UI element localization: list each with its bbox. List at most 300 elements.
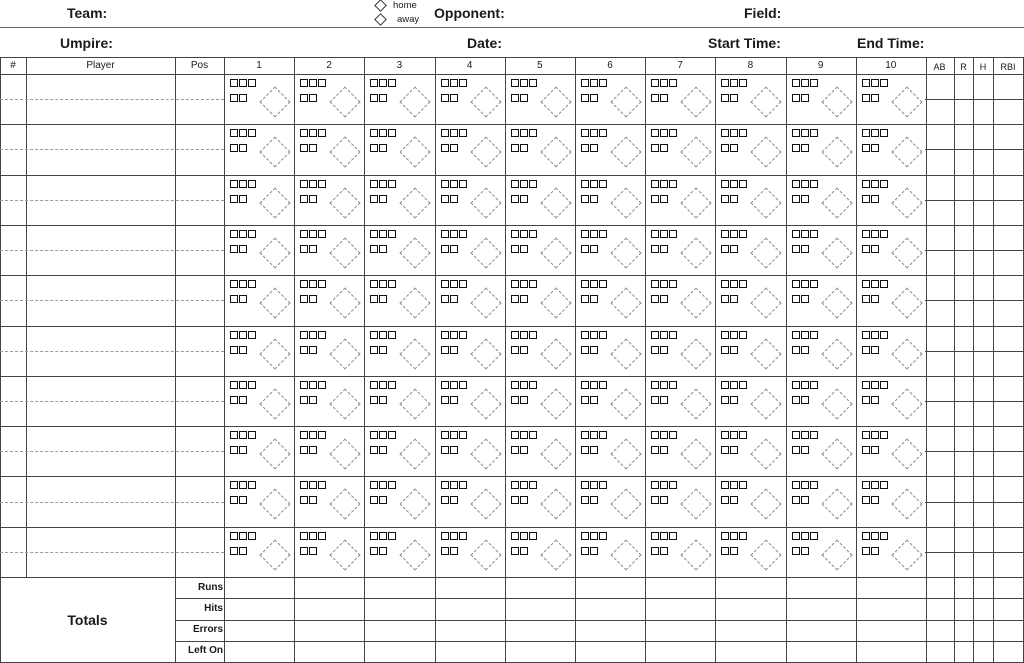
ball-box[interactable]: [880, 532, 888, 540]
strike-box[interactable]: [660, 94, 668, 102]
ball-box[interactable]: [529, 79, 537, 87]
strike-box[interactable]: [721, 144, 729, 152]
at-bat-cell[interactable]: [364, 225, 434, 275]
ball-box[interactable]: [739, 129, 747, 137]
at-bat-cell[interactable]: [224, 275, 294, 325]
ball-box[interactable]: [590, 532, 598, 540]
ball-box[interactable]: [248, 381, 256, 389]
strike-box[interactable]: [792, 94, 800, 102]
strike-box[interactable]: [590, 195, 598, 203]
ball-box[interactable]: [511, 230, 519, 238]
strike-box[interactable]: [581, 195, 589, 203]
strike-box[interactable]: [230, 94, 238, 102]
strike-box[interactable]: [230, 195, 238, 203]
strike-box[interactable]: [309, 496, 317, 504]
ball-box[interactable]: [871, 431, 879, 439]
strike-box[interactable]: [651, 446, 659, 454]
at-bat-cell[interactable]: [715, 275, 785, 325]
ball-box[interactable]: [651, 381, 659, 389]
ball-box[interactable]: [792, 79, 800, 87]
ball-box[interactable]: [379, 180, 387, 188]
strike-box[interactable]: [871, 144, 879, 152]
ball-box[interactable]: [318, 79, 326, 87]
ball-box[interactable]: [801, 532, 809, 540]
ball-box[interactable]: [880, 79, 888, 87]
ball-box[interactable]: [730, 280, 738, 288]
strike-box[interactable]: [370, 295, 378, 303]
ball-box[interactable]: [450, 129, 458, 137]
ball-box[interactable]: [370, 431, 378, 439]
ball-box[interactable]: [651, 180, 659, 188]
ball-box[interactable]: [792, 431, 800, 439]
strike-box[interactable]: [230, 396, 238, 404]
strike-box[interactable]: [721, 245, 729, 253]
strike-box[interactable]: [511, 396, 519, 404]
ball-box[interactable]: [300, 481, 308, 489]
ball-box[interactable]: [792, 180, 800, 188]
strike-box[interactable]: [441, 144, 449, 152]
ball-box[interactable]: [529, 381, 537, 389]
strike-box[interactable]: [862, 346, 870, 354]
ball-box[interactable]: [880, 180, 888, 188]
strike-box[interactable]: [239, 496, 247, 504]
ball-box[interactable]: [862, 230, 870, 238]
ball-box[interactable]: [862, 481, 870, 489]
ball-box[interactable]: [660, 532, 668, 540]
ball-box[interactable]: [669, 129, 677, 137]
ball-box[interactable]: [239, 180, 247, 188]
ball-box[interactable]: [459, 280, 467, 288]
ball-box[interactable]: [801, 381, 809, 389]
home-diamond-icon[interactable]: [374, 0, 387, 12]
strike-box[interactable]: [309, 94, 317, 102]
ball-box[interactable]: [239, 532, 247, 540]
ball-box[interactable]: [660, 381, 668, 389]
ball-box[interactable]: [669, 280, 677, 288]
ball-box[interactable]: [309, 431, 317, 439]
at-bat-cell[interactable]: [294, 426, 364, 476]
strike-box[interactable]: [651, 245, 659, 253]
ball-box[interactable]: [511, 481, 519, 489]
ball-box[interactable]: [379, 481, 387, 489]
ball-box[interactable]: [739, 180, 747, 188]
at-bat-cell[interactable]: [856, 476, 926, 526]
ball-box[interactable]: [880, 129, 888, 137]
at-bat-cell[interactable]: [505, 326, 575, 376]
at-bat-cell[interactable]: [575, 275, 645, 325]
strike-box[interactable]: [730, 346, 738, 354]
strike-box[interactable]: [450, 195, 458, 203]
strike-box[interactable]: [520, 346, 528, 354]
strike-box[interactable]: [862, 396, 870, 404]
ball-box[interactable]: [730, 230, 738, 238]
ball-box[interactable]: [529, 129, 537, 137]
strike-box[interactable]: [511, 195, 519, 203]
ball-box[interactable]: [230, 331, 238, 339]
strike-box[interactable]: [660, 547, 668, 555]
ball-box[interactable]: [441, 331, 449, 339]
strike-box[interactable]: [441, 396, 449, 404]
at-bat-cell[interactable]: [856, 275, 926, 325]
strike-box[interactable]: [721, 446, 729, 454]
ball-box[interactable]: [300, 280, 308, 288]
ball-box[interactable]: [862, 331, 870, 339]
ball-box[interactable]: [441, 230, 449, 238]
ball-box[interactable]: [300, 230, 308, 238]
strike-box[interactable]: [520, 295, 528, 303]
strike-box[interactable]: [309, 547, 317, 555]
at-bat-cell[interactable]: [645, 476, 715, 526]
at-bat-cell[interactable]: [435, 376, 505, 426]
at-bat-cell[interactable]: [856, 124, 926, 174]
ball-box[interactable]: [721, 381, 729, 389]
at-bat-cell[interactable]: [224, 74, 294, 124]
strike-box[interactable]: [441, 295, 449, 303]
strike-box[interactable]: [370, 245, 378, 253]
ball-box[interactable]: [810, 230, 818, 238]
strike-box[interactable]: [520, 195, 528, 203]
ball-box[interactable]: [871, 481, 879, 489]
at-bat-cell[interactable]: [645, 124, 715, 174]
strike-box[interactable]: [590, 446, 598, 454]
strike-box[interactable]: [511, 295, 519, 303]
ball-box[interactable]: [801, 331, 809, 339]
ball-box[interactable]: [388, 431, 396, 439]
ball-box[interactable]: [239, 230, 247, 238]
ball-box[interactable]: [309, 532, 317, 540]
ball-box[interactable]: [871, 532, 879, 540]
strike-box[interactable]: [309, 195, 317, 203]
ball-box[interactable]: [801, 79, 809, 87]
ball-box[interactable]: [370, 381, 378, 389]
at-bat-cell[interactable]: [364, 426, 434, 476]
ball-box[interactable]: [239, 79, 247, 87]
ball-box[interactable]: [739, 79, 747, 87]
ball-box[interactable]: [441, 431, 449, 439]
ball-box[interactable]: [810, 481, 818, 489]
ball-box[interactable]: [239, 381, 247, 389]
at-bat-cell[interactable]: [224, 326, 294, 376]
strike-box[interactable]: [379, 144, 387, 152]
ball-box[interactable]: [862, 180, 870, 188]
strike-box[interactable]: [450, 245, 458, 253]
strike-box[interactable]: [862, 245, 870, 253]
strike-box[interactable]: [379, 396, 387, 404]
strike-box[interactable]: [730, 446, 738, 454]
strike-box[interactable]: [230, 295, 238, 303]
at-bat-cell[interactable]: [645, 275, 715, 325]
at-bat-cell[interactable]: [856, 225, 926, 275]
at-bat-cell[interactable]: [364, 376, 434, 426]
ball-box[interactable]: [511, 381, 519, 389]
ball-box[interactable]: [871, 180, 879, 188]
at-bat-cell[interactable]: [856, 175, 926, 225]
strike-box[interactable]: [441, 94, 449, 102]
ball-box[interactable]: [871, 280, 879, 288]
at-bat-cell[interactable]: [435, 124, 505, 174]
ball-box[interactable]: [651, 431, 659, 439]
at-bat-cell[interactable]: [505, 275, 575, 325]
ball-box[interactable]: [599, 280, 607, 288]
strike-box[interactable]: [309, 396, 317, 404]
ball-box[interactable]: [792, 230, 800, 238]
ball-box[interactable]: [370, 280, 378, 288]
ball-box[interactable]: [599, 180, 607, 188]
ball-box[interactable]: [590, 79, 598, 87]
ball-box[interactable]: [388, 129, 396, 137]
at-bat-cell[interactable]: [786, 426, 856, 476]
at-bat-cell[interactable]: [294, 124, 364, 174]
at-bat-cell[interactable]: [224, 476, 294, 526]
ball-box[interactable]: [520, 331, 528, 339]
ball-box[interactable]: [669, 230, 677, 238]
strike-box[interactable]: [239, 396, 247, 404]
at-bat-cell[interactable]: [575, 124, 645, 174]
at-bat-cell[interactable]: [786, 376, 856, 426]
strike-box[interactable]: [300, 295, 308, 303]
at-bat-cell[interactable]: [435, 74, 505, 124]
strike-box[interactable]: [792, 245, 800, 253]
ball-box[interactable]: [309, 230, 317, 238]
strike-box[interactable]: [370, 94, 378, 102]
strike-box[interactable]: [721, 496, 729, 504]
ball-box[interactable]: [651, 481, 659, 489]
ball-box[interactable]: [871, 381, 879, 389]
ball-box[interactable]: [660, 79, 668, 87]
ball-box[interactable]: [529, 230, 537, 238]
ball-box[interactable]: [379, 431, 387, 439]
at-bat-cell[interactable]: [645, 426, 715, 476]
at-bat-cell[interactable]: [505, 175, 575, 225]
at-bat-cell[interactable]: [786, 326, 856, 376]
strike-box[interactable]: [520, 245, 528, 253]
ball-box[interactable]: [529, 280, 537, 288]
at-bat-cell[interactable]: [294, 376, 364, 426]
strike-box[interactable]: [651, 547, 659, 555]
ball-box[interactable]: [721, 79, 729, 87]
ball-box[interactable]: [721, 230, 729, 238]
ball-box[interactable]: [230, 280, 238, 288]
at-bat-cell[interactable]: [575, 426, 645, 476]
ball-box[interactable]: [248, 180, 256, 188]
at-bat-cell[interactable]: [856, 74, 926, 124]
strike-box[interactable]: [862, 547, 870, 555]
ball-box[interactable]: [300, 532, 308, 540]
ball-box[interactable]: [660, 431, 668, 439]
strike-box[interactable]: [300, 396, 308, 404]
at-bat-cell[interactable]: [645, 175, 715, 225]
at-bat-cell[interactable]: [645, 326, 715, 376]
ball-box[interactable]: [388, 532, 396, 540]
ball-box[interactable]: [441, 79, 449, 87]
strike-box[interactable]: [792, 446, 800, 454]
strike-box[interactable]: [792, 396, 800, 404]
ball-box[interactable]: [388, 280, 396, 288]
ball-box[interactable]: [450, 180, 458, 188]
ball-box[interactable]: [248, 331, 256, 339]
strike-box[interactable]: [239, 94, 247, 102]
at-bat-cell[interactable]: [715, 124, 785, 174]
strike-box[interactable]: [730, 94, 738, 102]
strike-box[interactable]: [230, 144, 238, 152]
ball-box[interactable]: [520, 431, 528, 439]
at-bat-cell[interactable]: [224, 426, 294, 476]
at-bat-cell[interactable]: [715, 376, 785, 426]
strike-box[interactable]: [651, 496, 659, 504]
ball-box[interactable]: [792, 280, 800, 288]
strike-box[interactable]: [230, 245, 238, 253]
strike-box[interactable]: [590, 396, 598, 404]
ball-box[interactable]: [379, 532, 387, 540]
strike-box[interactable]: [871, 446, 879, 454]
strike-box[interactable]: [792, 547, 800, 555]
ball-box[interactable]: [862, 532, 870, 540]
ball-box[interactable]: [801, 230, 809, 238]
ball-box[interactable]: [880, 381, 888, 389]
strike-box[interactable]: [801, 195, 809, 203]
at-bat-cell[interactable]: [505, 74, 575, 124]
ball-box[interactable]: [590, 230, 598, 238]
strike-box[interactable]: [511, 144, 519, 152]
strike-box[interactable]: [871, 496, 879, 504]
strike-box[interactable]: [730, 396, 738, 404]
strike-box[interactable]: [300, 94, 308, 102]
ball-box[interactable]: [581, 129, 589, 137]
strike-box[interactable]: [590, 496, 598, 504]
ball-box[interactable]: [450, 381, 458, 389]
strike-box[interactable]: [792, 346, 800, 354]
ball-box[interactable]: [441, 280, 449, 288]
ball-box[interactable]: [459, 481, 467, 489]
strike-box[interactable]: [300, 547, 308, 555]
strike-box[interactable]: [450, 396, 458, 404]
ball-box[interactable]: [318, 331, 326, 339]
ball-box[interactable]: [370, 79, 378, 87]
ball-box[interactable]: [862, 129, 870, 137]
ball-box[interactable]: [660, 180, 668, 188]
ball-box[interactable]: [792, 381, 800, 389]
ball-box[interactable]: [730, 532, 738, 540]
at-bat-cell[interactable]: [364, 476, 434, 526]
at-bat-cell[interactable]: [294, 476, 364, 526]
ball-box[interactable]: [248, 230, 256, 238]
strike-box[interactable]: [239, 144, 247, 152]
strike-box[interactable]: [239, 446, 247, 454]
strike-box[interactable]: [801, 396, 809, 404]
strike-box[interactable]: [441, 496, 449, 504]
strike-box[interactable]: [581, 94, 589, 102]
ball-box[interactable]: [300, 431, 308, 439]
strike-box[interactable]: [871, 547, 879, 555]
ball-box[interactable]: [441, 532, 449, 540]
ball-box[interactable]: [581, 230, 589, 238]
ball-box[interactable]: [801, 431, 809, 439]
strike-box[interactable]: [239, 547, 247, 555]
at-bat-cell[interactable]: [786, 527, 856, 577]
at-bat-cell[interactable]: [224, 527, 294, 577]
strike-box[interactable]: [871, 346, 879, 354]
at-bat-cell[interactable]: [505, 376, 575, 426]
ball-box[interactable]: [721, 280, 729, 288]
at-bat-cell[interactable]: [645, 225, 715, 275]
ball-box[interactable]: [880, 331, 888, 339]
ball-box[interactable]: [370, 129, 378, 137]
strike-box[interactable]: [730, 496, 738, 504]
strike-box[interactable]: [792, 144, 800, 152]
ball-box[interactable]: [590, 280, 598, 288]
strike-box[interactable]: [450, 496, 458, 504]
strike-box[interactable]: [792, 195, 800, 203]
ball-box[interactable]: [660, 481, 668, 489]
strike-box[interactable]: [370, 144, 378, 152]
strike-box[interactable]: [862, 295, 870, 303]
ball-box[interactable]: [239, 481, 247, 489]
ball-box[interactable]: [318, 230, 326, 238]
strike-box[interactable]: [520, 547, 528, 555]
ball-box[interactable]: [379, 331, 387, 339]
at-bat-cell[interactable]: [856, 426, 926, 476]
ball-box[interactable]: [230, 180, 238, 188]
ball-box[interactable]: [730, 79, 738, 87]
ball-box[interactable]: [730, 180, 738, 188]
ball-box[interactable]: [792, 532, 800, 540]
ball-box[interactable]: [721, 431, 729, 439]
at-bat-cell[interactable]: [435, 175, 505, 225]
at-bat-cell[interactable]: [715, 326, 785, 376]
ball-box[interactable]: [309, 79, 317, 87]
strike-box[interactable]: [721, 396, 729, 404]
ball-box[interactable]: [669, 431, 677, 439]
ball-box[interactable]: [459, 381, 467, 389]
strike-box[interactable]: [660, 346, 668, 354]
ball-box[interactable]: [441, 180, 449, 188]
ball-box[interactable]: [581, 280, 589, 288]
strike-box[interactable]: [801, 245, 809, 253]
strike-box[interactable]: [520, 396, 528, 404]
ball-box[interactable]: [660, 230, 668, 238]
strike-box[interactable]: [590, 245, 598, 253]
ball-box[interactable]: [318, 532, 326, 540]
ball-box[interactable]: [230, 481, 238, 489]
strike-box[interactable]: [511, 496, 519, 504]
at-bat-cell[interactable]: [645, 527, 715, 577]
at-bat-cell[interactable]: [224, 376, 294, 426]
at-bat-cell[interactable]: [294, 275, 364, 325]
strike-box[interactable]: [450, 144, 458, 152]
strike-box[interactable]: [300, 346, 308, 354]
ball-box[interactable]: [792, 129, 800, 137]
strike-box[interactable]: [792, 496, 800, 504]
ball-box[interactable]: [450, 230, 458, 238]
at-bat-cell[interactable]: [435, 527, 505, 577]
strike-box[interactable]: [581, 346, 589, 354]
ball-box[interactable]: [581, 481, 589, 489]
ball-box[interactable]: [739, 532, 747, 540]
strike-box[interactable]: [309, 446, 317, 454]
strike-box[interactable]: [511, 446, 519, 454]
ball-box[interactable]: [370, 331, 378, 339]
strike-box[interactable]: [871, 396, 879, 404]
strike-box[interactable]: [721, 547, 729, 555]
ball-box[interactable]: [511, 180, 519, 188]
at-bat-cell[interactable]: [294, 225, 364, 275]
strike-box[interactable]: [660, 144, 668, 152]
ball-box[interactable]: [520, 381, 528, 389]
strike-box[interactable]: [370, 396, 378, 404]
ball-box[interactable]: [450, 532, 458, 540]
ball-box[interactable]: [459, 79, 467, 87]
at-bat-cell[interactable]: [575, 175, 645, 225]
